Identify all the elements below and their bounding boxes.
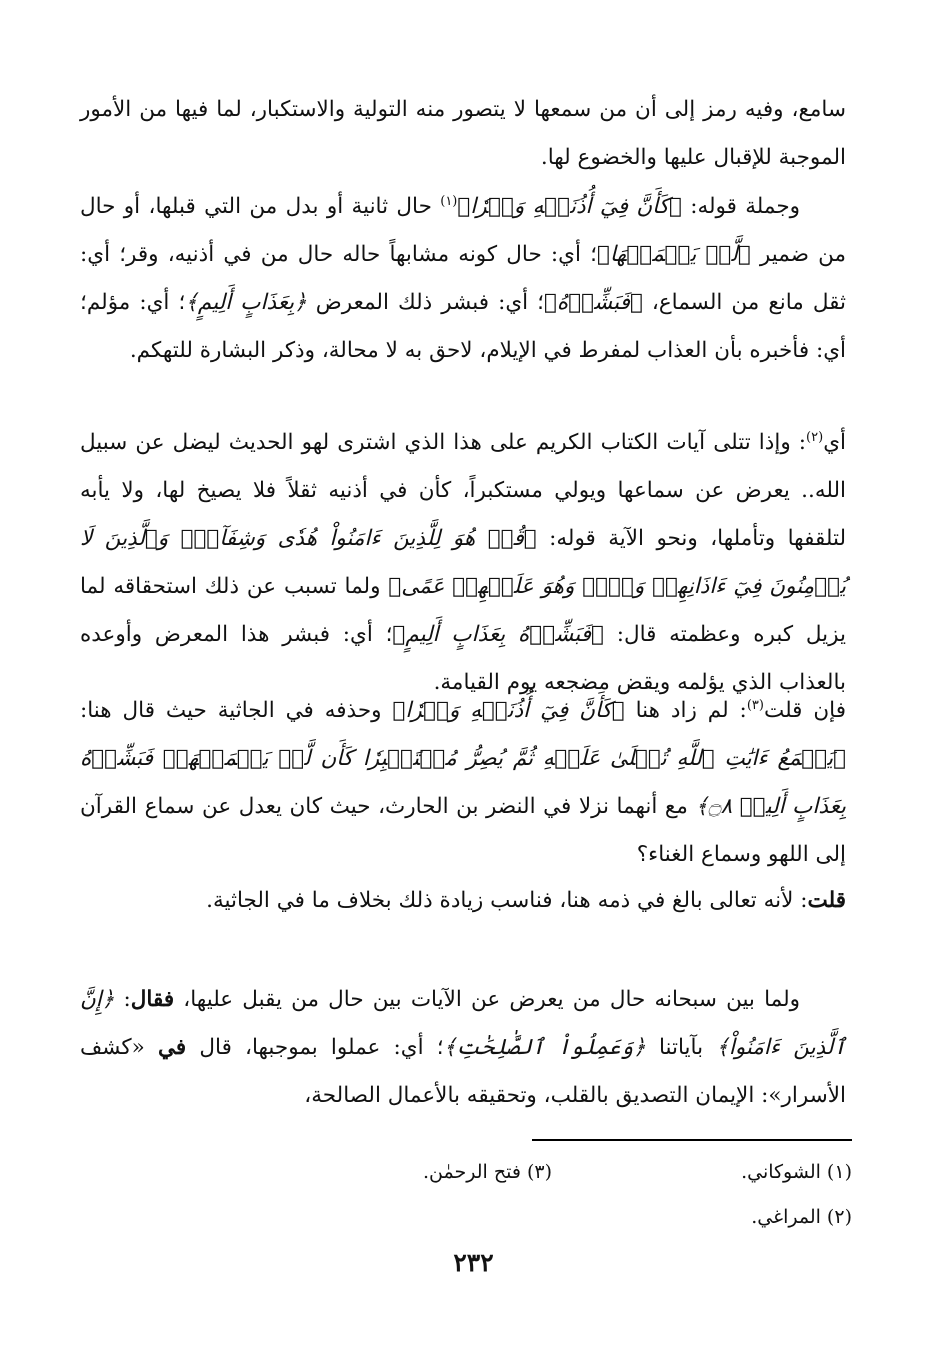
footnote-marker: (١) [440,193,458,209]
text-run: ؛ أي: حال كونه مشابهاً حاله حال من في أذنيه، وقر؛ أي: ثقل مانع من السماع، [80,242,846,315]
footnote-marker: (٢) [806,429,824,445]
footnote-1: (١) الشوكاني. [741,1161,852,1183]
paragraph-1-text: سامع، وفيه رمز إلى أن من سمعها لا يتصور منه التولية والاستكبار، لما فيها من الأمور الموجبة للإقبال عليها والخضوع لها. [80,97,846,170]
text-run: «كشف الأسرار»: الإيمان التصديق بالقلب، وتحقيقه بالأعمال الصالحة، [80,1035,846,1108]
text-run: ؛ أي: عملوا بموجبها، قال [186,1035,444,1060]
text-run: حال ثانية أو بدل من التي قبلها، أو حال من ضمير [80,194,846,267]
text-run: أي [823,430,846,455]
quran-quote: ﴿بِعَذَابٍ أَلِيمٍ﴾ [185,290,307,315]
text-run: وحذفه في الجاثية حيث قال هنا: [80,698,393,723]
quran-quote: ﴿لَّمۡ يَسۡمَعۡهَا﴾ [596,242,751,267]
footnote-marker: (٣) [746,697,764,713]
footnote-divider [532,1139,852,1141]
paragraph-2 [80,183,846,375]
quran-quote: ﴿إِنَّ ٱلَّذِينَ ءَامَنُواْ﴾ [80,987,846,1060]
quran-quote: ﴿كَأَنَّ فِيٓ أُذُنَيۡهِ وَقۡرٗا﴾ [457,194,682,219]
bold-text: في [158,1035,187,1060]
footnote-3: (٣) فتح الرحمٰن. [423,1161,552,1183]
quran-quote: ﴿وَعَمِلُواْ ٱلصَّٰلِحَٰتِ﴾ [443,1035,646,1060]
text-run: مع أنهما نزلا في النضر بن الحارث، حيث كان يعدل عن سماع القرآن إلى اللهو وسماع الغناء؟ [80,794,846,867]
text-run: ؛ أي: فبشر ذلك المعرض [306,290,545,315]
text-run: : لم زاد هنا [624,698,747,723]
text-run: : [114,987,131,1012]
text-run: ؛ أي: مؤلم؛ أي: فأخبره بأن العذاب لمفرط في الإيلام، لاحق به لا محالة، وذكر البشارة للتهكم. [80,290,846,363]
text-run: وجملة قوله: [681,194,801,219]
paragraph-5 [80,877,846,925]
footnote-2: (٢) المراغي. [751,1206,852,1228]
bold-text: فقال [130,987,175,1012]
paragraph-6 [80,976,846,1120]
text-run: : لأنه تعالى بالغ في ذمه هنا، فناسب زيادة ذلك بخلاف ما في الجاثية. [206,888,808,913]
answer-label: قلت [807,888,846,913]
footnotes [240,1150,852,1240]
paragraph-1 [80,86,846,182]
text-run: : وإذا تتلى آيات الكتاب الكريم على هذا الذي اشترى لهو الحديث ليضل عن سبيل الله.. يعرض عن سماعها ويولي مستكبراً، كأن في أذنيه ثقلاً فلا يصيخ لها، ولا يأبه لتلقفها وتأملها، ونحو الآية قوله: [80,430,846,551]
quran-quote: ﴿كَأَنَّ فِيٓ أُذُنَيۡهِ وَقۡرٗا﴾ [392,698,625,723]
paragraph-4 [80,687,846,879]
quran-quote: ﴿فَبَشِّرۡهُ بِعَذَابٍ أَلِيمٍ﴾ [392,622,604,647]
text-run: ؛ أي: فبشر هذا المعرض وأوعده بالعذاب الذي يؤلمه ويقض مضجعه يوم القيامة. [80,622,846,695]
text-run: ولما تسبب عن ذلك استحقاقه لما يزيل كبره وعظمته قال: [80,574,846,647]
quran-quote: ﴿يَسۡمَعُ ءَايَٰتِ ٱللَّهِ تُتۡلَىٰ عَلَيۡهِ ثُمَّ يُصِرُّ مُسۡتَكۡبِرٗا كَأَن لَّمۡ يَسۡمَعۡهَاۖ فَبَشِّرۡهُ بِعَذَابٍ أَلِيمٖ ۝٨﴾ [80,746,846,819]
text-run: بآياتنا [645,1035,717,1060]
text-run: فإن قلت [763,698,847,723]
text-run: ولما بين سبحانه حال من يعرض عن الآيات بين حال من يقبل عليها، [174,987,800,1012]
quran-quote: ﴿فَبَشِّرۡهُ﴾ [544,290,643,315]
quran-quote: ﴿قُلۡ هُوَ لِلَّذِينَ ءَامَنُواْ هُدٗى وَشِفَآءٞۚ وَٱلَّذِينَ لَا يُؤۡمِنُونَ فِيٓ ءَاذَانِهِمۡ وَقۡرٞ وَهُوَ عَلَيۡهِمۡ عَمًى﴾ [80,526,846,599]
page-number: ٢٣٢ [453,1248,494,1277]
paragraph-3 [80,419,846,707]
